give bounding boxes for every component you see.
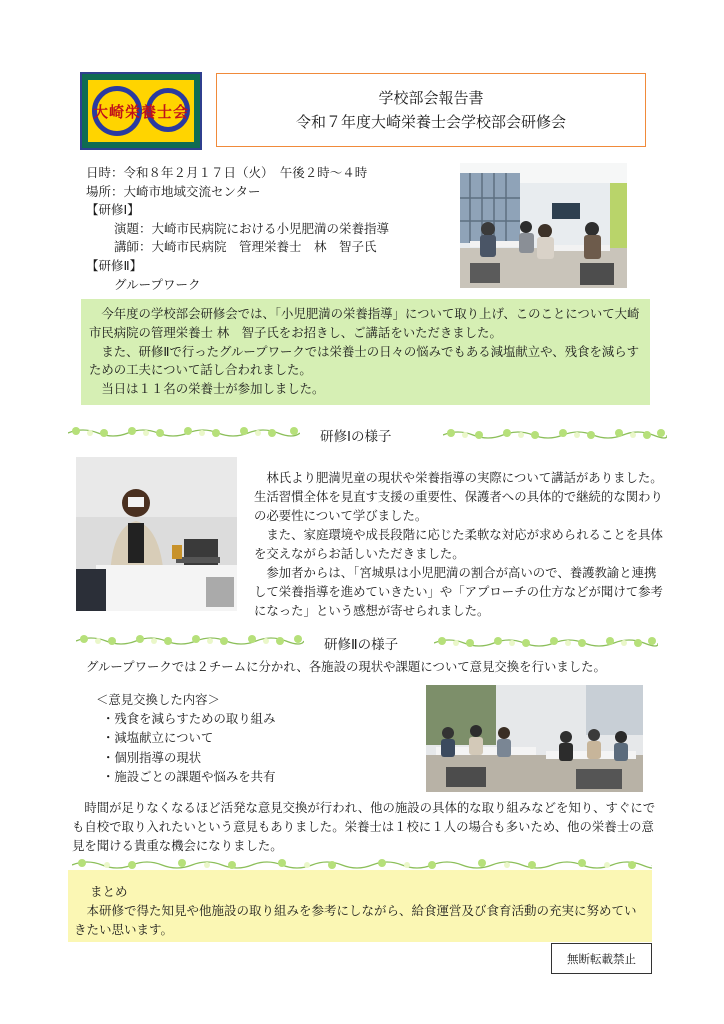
- section1-title: 研修Ⅰの様子: [310, 425, 401, 445]
- summary-title: まとめ: [90, 884, 128, 899]
- section2-title: 研修Ⅱの様子: [314, 633, 408, 653]
- section1-paragraph: また、家庭環境や成長段階に応じた柔軟な対応が求められることを具体を交えながらお話しいただきました。: [254, 527, 663, 561]
- flower-vine-divider: [72, 857, 652, 871]
- discussion-list-title: ＜意見交換した内容＞: [96, 692, 220, 707]
- discussion-list: [96, 690, 275, 786]
- intro-paragraph: 今年度の学校部会研修会では、「小児肥満の栄養指導」について取り上げ、このことについて大崎市民病院の管理栄養士 林 智子氏をお招きし、ご講話をいただきました。: [89, 306, 640, 340]
- list-item: ・個別指導の現状: [102, 749, 202, 765]
- seminar-room-photo: [460, 163, 627, 288]
- flower-vine-left: [76, 633, 304, 647]
- report-subtitle: 令和７年度大崎栄養士会学校部会研修会: [295, 113, 566, 131]
- lecturer: 講師：大崎市民病院 管理栄養士 林 智子氏: [114, 239, 377, 255]
- summary-box: [68, 870, 652, 942]
- flower-vine-left: [68, 425, 300, 439]
- intro-paragraph: また、研修Ⅱで行ったグループワークでは栄養士の日々の悩みでもある減塩献立や、残食を減らすための工夫について話し合われました。: [89, 343, 640, 378]
- summary-text: 本研修で得た知見や他施設の取り組みを参考にしながら、給食運営及び食育活動の充実に努めていきたい思います。: [74, 903, 637, 937]
- intro-paragraph: 当日は１１名の栄養士が参加しました。: [101, 381, 325, 397]
- logo-text: 大崎栄養士会: [92, 102, 189, 121]
- intro-box: [81, 299, 650, 405]
- section1-body: [254, 468, 664, 620]
- section2-paragraph: 時間が足りなくなるほど活発な意見交換が行われ、他の施設の具体的な取り組みなどを知り、すぐにでも自校で取り入れたいという意見もありました。栄養士は１校に１人の場合も多いため、他の栄養士の意見を聞ける貴重な機会になりました。: [72, 800, 656, 853]
- list-item: ・残食を減らすための取り組み: [102, 711, 276, 727]
- group-work: グループワーク: [114, 276, 201, 292]
- section1-paragraph: 林氏より肥満児童の現状や栄養指導の実際について講話がありました。生活習慣全体を見直す支援の重要性、保護者への具体的で継続的な関わりの必要性について学びました。: [254, 470, 663, 523]
- flower-vine-right: [443, 427, 667, 441]
- event-info: [86, 164, 389, 294]
- lecture-topic: 演題：大崎市民病院における小児肥満の栄養指導: [114, 220, 390, 236]
- event-place: 場所：大崎市地域交流センター: [86, 183, 261, 199]
- report-title: 学校部会報告書: [378, 89, 484, 107]
- training1-label: 【研修Ⅰ】: [86, 202, 140, 218]
- flower-vine-right: [434, 635, 658, 649]
- event-date: 日時：令和８年２月１７日（火） 午後２時～４時: [86, 165, 368, 180]
- list-item: ・減塩献立について: [102, 730, 214, 746]
- association-logo: [80, 72, 202, 150]
- report-title-box: [216, 73, 646, 147]
- no-reproduction-notice: 無断転載禁止: [551, 943, 652, 974]
- section2-lead: グループワークでは２チームに分かれ、各施設の現状や課題について意見交換を行いました。: [86, 659, 606, 674]
- training2-label: 【研修Ⅱ】: [86, 257, 143, 273]
- lecturer-photo: [76, 457, 237, 611]
- section1-paragraph: 参加者からは、「宮城県は小児肥満の割合が高いので、養護教諭と連携して栄養指導を進めていきたい」や「アプローチの仕方などが聞けて参考になった」という感想が寄せられました。: [254, 565, 663, 618]
- list-item: ・施設ごとの課題や悩みを共有: [102, 768, 276, 784]
- group-work-photo: [426, 685, 643, 792]
